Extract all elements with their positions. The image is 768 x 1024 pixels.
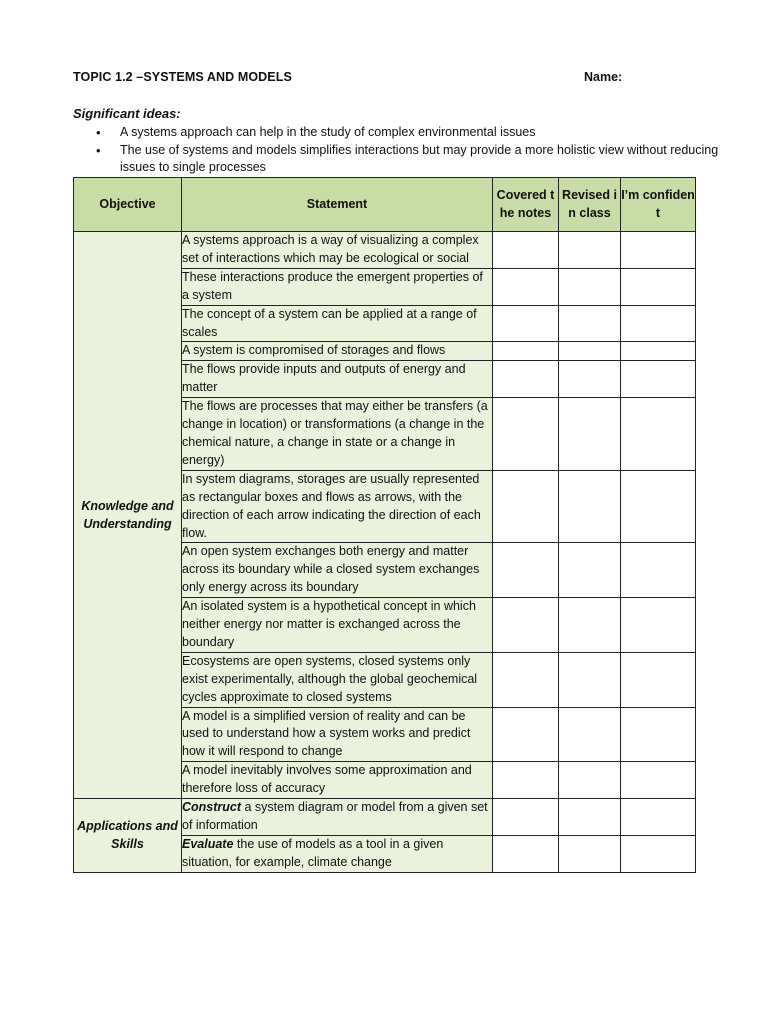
revised-checkbox-cell[interactable]: [559, 361, 621, 398]
idea-item: • The use of systems and models simplifies interactions but may provide a more holistic view without reducing issues to single processes: [96, 142, 736, 177]
covered-checkbox-cell[interactable]: [493, 361, 559, 398]
confident-checkbox-cell[interactable]: [621, 652, 696, 707]
covered-checkbox-cell[interactable]: [493, 652, 559, 707]
confident-checkbox-cell[interactable]: [621, 799, 696, 836]
significant-ideas-list: [96, 124, 736, 177]
table-row: [74, 799, 696, 836]
statement-cell: [182, 799, 493, 836]
confident-checkbox-cell[interactable]: [621, 232, 696, 269]
table-header-row: [74, 178, 696, 232]
significant-ideas-heading: Significant ideas:: [73, 106, 181, 121]
covered-checkbox-cell[interactable]: [493, 470, 559, 543]
confident-checkbox-cell[interactable]: [621, 268, 696, 305]
revised-checkbox-cell[interactable]: [559, 232, 621, 269]
revised-checkbox-cell[interactable]: [559, 707, 621, 762]
covered-checkbox-cell[interactable]: [493, 543, 559, 598]
statement-rest: a system diagram or model from a given set of information: [182, 800, 488, 832]
statement-cell: A system is compromised of storages and flows: [182, 342, 493, 361]
revised-checkbox-cell[interactable]: [559, 598, 621, 653]
revised-checkbox-cell[interactable]: [559, 543, 621, 598]
revised-checkbox-cell[interactable]: [559, 762, 621, 799]
covered-checkbox-cell[interactable]: [493, 835, 559, 872]
covered-checkbox-cell[interactable]: [493, 598, 559, 653]
confident-checkbox-cell[interactable]: [621, 361, 696, 398]
covered-checkbox-cell[interactable]: [493, 707, 559, 762]
covered-checkbox-cell[interactable]: [493, 268, 559, 305]
covered-checkbox-cell[interactable]: [493, 398, 559, 471]
confident-checkbox-cell[interactable]: [621, 598, 696, 653]
covered-checkbox-cell[interactable]: [493, 305, 559, 342]
statement-cell: An isolated system is a hypothetical concept in which neither energy nor matter is exchanged across the boundary: [182, 598, 493, 653]
revised-checkbox-cell[interactable]: [559, 799, 621, 836]
header-covered: Covered the notes: [493, 178, 559, 232]
statement-cell: The flows are processes that may either be transfers (a change in location) or transformations (a change in the chemical nature, a change in state or a change in energy): [182, 398, 493, 471]
idea-item: • A systems approach can help in the study of complex environmental issues: [96, 124, 736, 142]
covered-checkbox-cell[interactable]: [493, 342, 559, 361]
statement-cell: The concept of a system can be applied at a range of scales: [182, 305, 493, 342]
statement-cell: An open system exchanges both energy and matter across its boundary while a closed system exchanges only energy across its boundary: [182, 543, 493, 598]
revised-checkbox-cell[interactable]: [559, 470, 621, 543]
objective-knowledge: Knowledge and Understanding: [74, 232, 182, 799]
statement-cell: A model inevitably involves some approximation and therefore loss of accuracy: [182, 762, 493, 799]
objectives-table: [73, 177, 696, 873]
table-row: [74, 232, 696, 269]
confident-checkbox-cell[interactable]: [621, 398, 696, 471]
revised-checkbox-cell[interactable]: [559, 398, 621, 471]
revised-checkbox-cell[interactable]: [559, 268, 621, 305]
header-revised: Revised in class: [559, 178, 621, 232]
covered-checkbox-cell[interactable]: [493, 232, 559, 269]
covered-checkbox-cell[interactable]: [493, 762, 559, 799]
revised-checkbox-cell[interactable]: [559, 835, 621, 872]
confident-checkbox-cell[interactable]: [621, 342, 696, 361]
revised-checkbox-cell[interactable]: [559, 342, 621, 361]
statement-lead: Evaluate: [182, 836, 234, 851]
header-statement: Statement: [182, 178, 493, 232]
statement-cell: A model is a simplified version of reality and can be used to understand how a system works and predict how it will respond to change: [182, 707, 493, 762]
header-confident: I’m confident: [621, 178, 696, 232]
topic-title: TOPIC 1.2 –SYSTEMS AND MODELS: [73, 70, 292, 84]
statement-cell: [182, 835, 493, 872]
confident-checkbox-cell[interactable]: [621, 762, 696, 799]
covered-checkbox-cell[interactable]: [493, 799, 559, 836]
confident-checkbox-cell[interactable]: [621, 543, 696, 598]
confident-checkbox-cell[interactable]: [621, 835, 696, 872]
statement-rest: the use of models as a tool in a given situation, for example, climate change: [182, 836, 444, 869]
confident-checkbox-cell[interactable]: [621, 305, 696, 342]
objective-applications: Applications and Skills: [74, 799, 182, 873]
statement-cell: A systems approach is a way of visualizing a complex set of interactions which may be ecological or social: [182, 232, 493, 269]
revised-checkbox-cell[interactable]: [559, 305, 621, 342]
revised-checkbox-cell[interactable]: [559, 652, 621, 707]
statement-cell: In system diagrams, storages are usually represented as rectangular boxes and flows as arrows, with the direction of each arrow indicating the direction of each flow.: [182, 470, 493, 543]
header-objective: Objective: [74, 178, 182, 232]
statement-cell: These interactions produce the emergent properties of a system: [182, 268, 493, 305]
confident-checkbox-cell[interactable]: [621, 707, 696, 762]
confident-checkbox-cell[interactable]: [621, 470, 696, 543]
statement-cell: The flows provide inputs and outputs of energy and matter: [182, 361, 493, 398]
statement-cell: Ecosystems are open systems, closed systems only exist experimentally, although the global geochemical cycles approximate to closed systems: [182, 652, 493, 707]
statement-lead: Construct: [182, 800, 242, 815]
name-label: Name:: [584, 70, 623, 84]
